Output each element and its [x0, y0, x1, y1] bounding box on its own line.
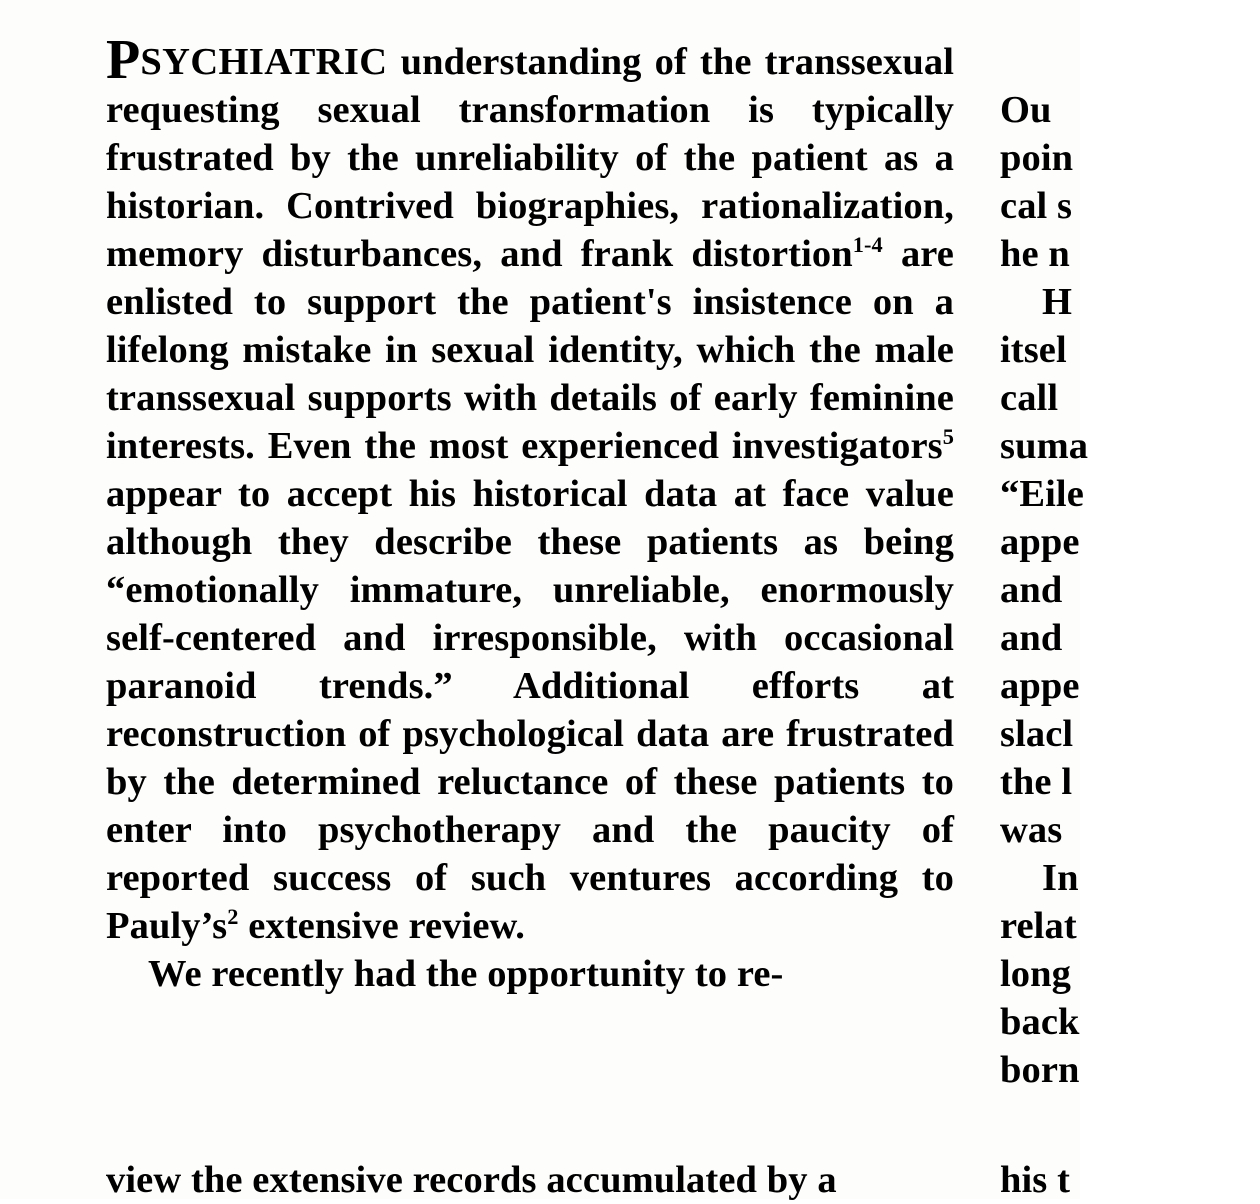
right-col-line-17: relat	[1000, 905, 1077, 947]
paragraph-1-text-a: understanding of the transsexual requesting sexual transformation is typically frustrated by the unreliability of the patient as a historian. Contrived biographies, rationalization, memory disturbances, and frank distortion	[106, 41, 954, 275]
body-paragraph-2-continued: view the extensive records accumulated by a	[106, 1159, 837, 1201]
footnote-ref-1-4: 1-4	[852, 232, 883, 258]
right-col-line-20: born	[1000, 1049, 1080, 1091]
right-col-line-2: cal s	[1000, 185, 1073, 227]
left-column-clipped-line	[106, 1159, 954, 1204]
drop-cap: P	[106, 29, 141, 91]
small-caps-opening: SYCHIATRIC	[140, 41, 388, 83]
right-col-line-11: and	[1000, 617, 1063, 659]
right-col-line-1: poin	[1000, 137, 1074, 179]
footnote-ref-5: 5	[942, 424, 954, 450]
right-col-line-3: he n	[1000, 233, 1070, 275]
left-text-column	[106, 29, 954, 998]
right-col-line-4: H	[1042, 281, 1073, 323]
right-col-line-8: “Eile	[1000, 473, 1084, 515]
right-col-line-18: long	[1000, 953, 1072, 995]
footnote-ref-2: 2	[227, 904, 239, 930]
body-paragraph-1	[106, 29, 954, 950]
right-col-line-9: appe	[1000, 521, 1080, 563]
right-col-line-10: and	[1000, 569, 1063, 611]
body-paragraph-2: We recently had the opportunity to re-	[148, 953, 784, 995]
paragraph-1-text-d: extensive review.	[238, 905, 526, 947]
right-col-line-7: suma	[1000, 425, 1089, 467]
right-col-line-13: slacl	[1000, 713, 1074, 755]
right-col-line-0: Ou	[1000, 89, 1052, 131]
right-col-line-6: call	[1000, 377, 1059, 419]
right-col-line-5: itsel	[1000, 329, 1067, 371]
right-col-line-19: back	[1000, 1001, 1080, 1043]
right-text-column	[1000, 38, 1260, 1094]
right-col-line-15: was	[1000, 809, 1063, 851]
paragraph-1-text-c: appear to accept his historical data at face value although they describe these patients as being “emotionally immature, unreliable, enormously self-centered and irresponsible, with occasional paranoid trends.” Additional efforts at reconstruction of psychological data are frustrated by the determined reluctance of these patients to enter into psychotherapy and the paucity of reported success of such ventures according to Pauly’s	[106, 473, 954, 947]
paragraph-1-text-b: are enlisted to support the patient's insistence on a lifelong mistake in sexual identity, which the male transsexual supports with details of early feminine interests. Even the most experienced investigators	[106, 233, 954, 467]
right-col-line-21: his t	[1000, 1159, 1071, 1201]
right-col-spacer	[1000, 38, 1260, 86]
right-column-clipped-line	[1000, 1159, 1080, 1204]
right-col-line-14: the l	[1000, 761, 1073, 803]
right-col-line-12: appe	[1000, 665, 1080, 707]
right-col-line-16: In	[1042, 857, 1079, 899]
